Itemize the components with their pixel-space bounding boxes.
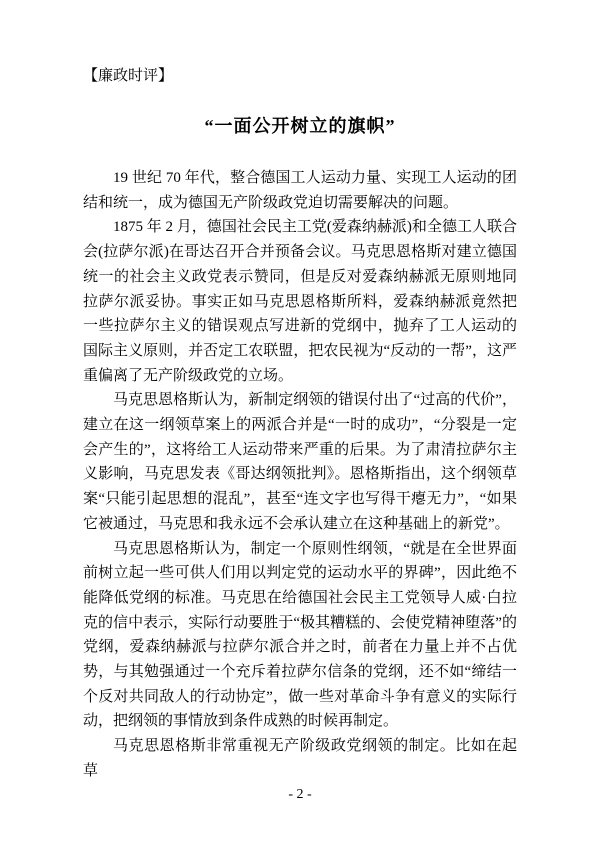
paragraph-5: 马克思恩格斯非常重视无产阶级政党纲领的制定。比如在起草 — [83, 738, 517, 779]
paragraph-2: 1875 年 2 月，德国社会民主工党(爱森纳赫派)和全德工人联合会(拉萨尔派)在哥达召开合并预备会议。马克思恩格斯对建立德国统一的社会主义政党表示赞同，但是反对爱森纳赫派无原则地同拉萨尔派妥协。事实正如马克思恩格斯所料，爱森纳赫派竟然把一些拉萨尔主义的错误观点写进新的党纲中，抛弃了工人运动的国际主义原则，并否定工农联盟，把农民视为“反动的一帮”，这严重偏离了无产阶级政党的立场。 — [83, 219, 517, 384]
article-title: “一面公开树立的旗帜” — [204, 116, 396, 136]
page-number: - 2 - — [288, 787, 312, 802]
column-header-tag: 【廉政时评】 — [83, 68, 174, 84]
paragraph-3: 马克思恩格斯认为，新制定纲领的错误付出了“过高的代价”，建立在这一纲领草案上的两派合并是“一时的成功”，“分裂是一定会产生的”，这将给工人运动带来严重的后果。为了肃清拉萨尔主义影响，马克思发表《哥达纲领批判》。恩格斯指出，这个纲领草案“只能引起思想的混乱”，甚至“连文字也写得干瘪无力”，“如果它被通过，马克思和我永远不会承认建立在这种基础上的新党”。 — [83, 392, 517, 532]
article-body — [83, 166, 517, 784]
paragraph-1: 19 世纪 70 年代，整合德国工人运动力量、实现工人运动的团结和统一，成为德国无产阶级政党迫切需要解决的问题。 — [83, 170, 517, 211]
paragraph-4: 马克思恩格斯认为，制定一个原则性纲领，“就是在全世界面前树立起一些可供人们用以判定党的运动水平的界碑”，因此绝不能降低党纲的标准。马克思在给德国社会民主工党领导人威·白拉克的信中表示，实际行动要胜于“极其糟糕的、会使党精神堕落”的党纲，爱森纳赫派与拉萨尔派合并之时，前者在力量上并不占优势，与其勉强通过一个充斥着拉萨尔信条的党纲，还不如“缔结一个反对共同敌人的行动协定”，做一些对革命斗争有意义的实际行动，把纲领的事情放到条件成熟的时候再制定。 — [83, 540, 517, 730]
